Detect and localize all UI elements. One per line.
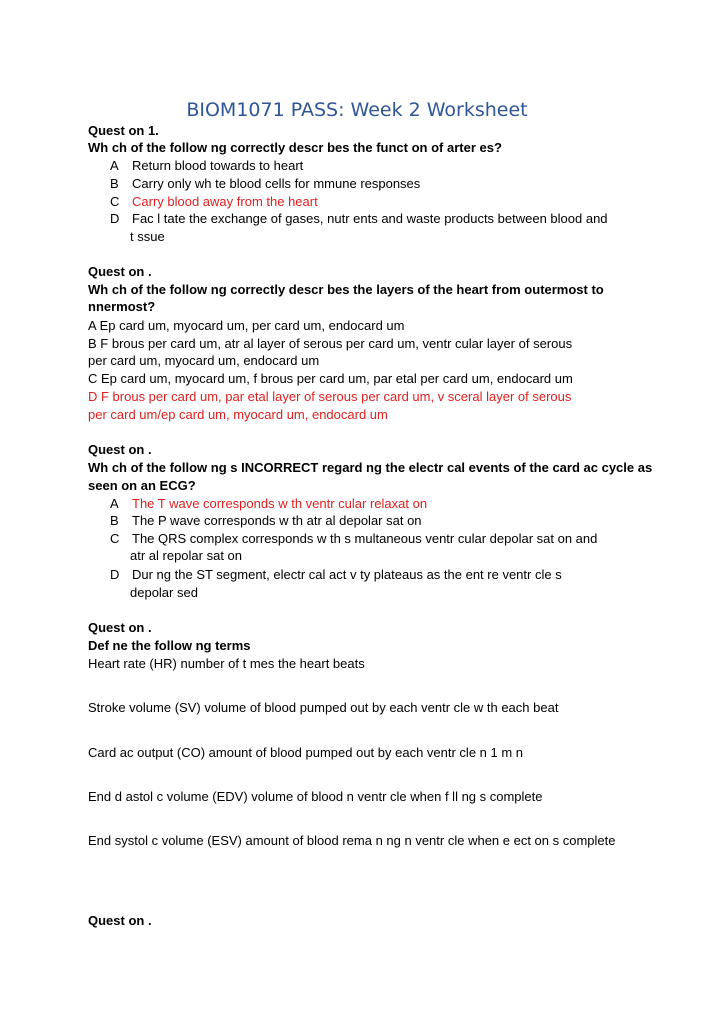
q2-option-c: C Ep card um, myocard um, f brous per card um, par etal per card um, endocard um — [88, 371, 573, 386]
term-heart-rate: Heart rate (HR) number of t mes the heart beats — [88, 656, 365, 671]
question-3-heading: Quest on . — [88, 442, 152, 457]
question-1-prompt: Wh ch of the follow ng correctly descr bes the funct on of arter es? — [88, 140, 502, 155]
term-end-systolic-volume: End systol c volume (ESV) amount of blood rema n ng n ventr cle when e ect on s complete — [88, 833, 616, 848]
question-1-heading: Quest on 1. — [88, 123, 159, 138]
q2-option-d-answer: D F brous per card um, par etal layer of serous per card um, v sceral layer of serous — [88, 389, 572, 404]
q3-option-c-cont: atr al repolar sat on — [130, 548, 243, 563]
q2-option-b: B F brous per card um, atr al layer of serous per card um, ventr cular layer of serous — [88, 336, 573, 351]
question-3-prompt: Wh ch of the follow ng s INCORRECT regard ng the electr cal events of the card ac cycle as — [88, 460, 653, 475]
q2-option-b-cont: per card um, myocard um, endocard um — [88, 353, 320, 368]
worksheet-title: BIOM1071 PASS: Week 2 Worksheet — [186, 99, 528, 121]
q1-option-a: A Return blood towards to heart — [110, 158, 304, 173]
question-3-prompt-cont: seen on an ECG? — [88, 478, 196, 493]
question-4-prompt: Def ne the follow ng terms — [88, 638, 251, 653]
q1-option-b: B Carry only wh te blood cells for mmune responses — [110, 176, 421, 191]
question-2-prompt: Wh ch of the follow ng correctly descr bes the layers of the heart from outermost to — [88, 282, 604, 297]
term-stroke-volume: Stroke volume (SV) volume of blood pumped out by each ventr cle w th each beat — [88, 700, 559, 715]
q2-option-d-answer-cont: per card um/ep card um, myocard um, endocard um — [88, 407, 388, 422]
q1-option-d: D Fac l tate the exchange of gases, nutr ents and waste products between blood and — [110, 211, 608, 226]
question-2-heading: Quest on . — [88, 264, 152, 279]
q3-option-d-cont: depolar sed — [130, 585, 198, 600]
q3-option-a-answer: A The T wave corresponds w th ventr cular relaxat on — [110, 496, 428, 511]
question-5-heading: Quest on . — [88, 913, 152, 928]
q1-option-c-answer: C Carry blood away from the heart — [110, 194, 318, 209]
term-end-diastolic-volume: End d astol c volume (EDV) volume of blood n ventr cle when f ll ng s complete — [88, 789, 543, 804]
q2-option-a: A Ep card um, myocard um, per card um, endocard um — [88, 318, 405, 333]
question-4-heading: Quest on . — [88, 620, 152, 635]
q3-option-c: C The QRS complex corresponds w th s multaneous ventr cular depolar sat on and — [110, 531, 598, 546]
q1-option-d-cont: t ssue — [130, 229, 165, 244]
question-2-prompt-cont: nnermost? — [88, 299, 156, 314]
term-cardiac-output: Card ac output (CO) amount of blood pumped out by each ventr cle n 1 m n — [88, 745, 524, 760]
q3-option-b: B The P wave corresponds w th atr al depolar sat on — [110, 513, 422, 528]
q3-option-d: D Dur ng the ST segment, electr cal act v ty plateaus as the ent re ventr cle s — [110, 567, 562, 582]
